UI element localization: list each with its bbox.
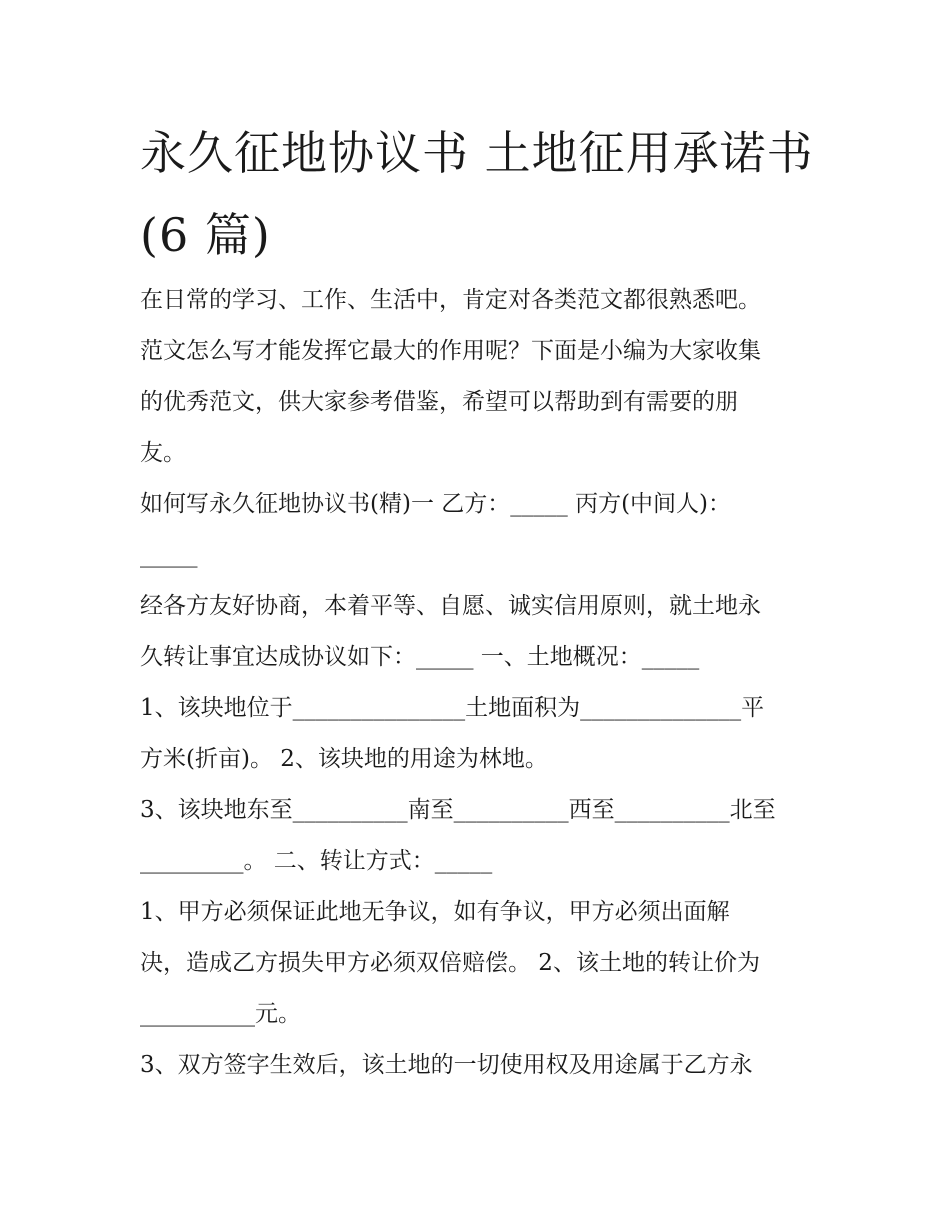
body-line: 3、双方签字生效后，该土地的一切使用权及用途属于乙方永 (140, 1052, 753, 1078)
body-line: _________。 二、转让方式：_____ (140, 848, 493, 874)
body-line: 1、该块地位于_______________土地面积为______________平 (140, 695, 765, 721)
body-line: 方米(折亩)。 2、该块地的用途为林地。 (140, 746, 548, 772)
body-line: 如何写永久征地协议书(精)一 乙方：_____ 丙方(中间人)： (140, 491, 732, 517)
body-line: 范文怎么写才能发挥它最大的作用呢？下面是小编为大家收集 (140, 338, 761, 364)
document-body (140, 275, 820, 1091)
body-line: 友。 (140, 440, 186, 466)
body-line: 经各方友好协商，本着平等、自愿、诚实信用原则，就土地永 (140, 593, 761, 619)
document-title: 永久征地协议书 土地征用承诺书(6 篇) (140, 126, 814, 262)
body-line: 决，造成乙方损失甲方必须双倍赔偿。 2、该土地的转让价为 (140, 950, 760, 976)
body-line: 3、该块地东至__________南至__________西至__________北至 (140, 797, 776, 823)
body-line: 1、甲方必须保证此地无争议，如有争议，甲方必须出面解 (140, 899, 730, 925)
body-line: 久转让事宜达成协议如下：_____ 一、土地概况：_____ (140, 644, 700, 670)
body-line: 的优秀范文，供大家参考借鉴，希望可以帮助到有需要的朋 (140, 389, 738, 415)
body-line: 在日常的学习、工作、生活中，肯定对各类范文都很熟悉吧。 (140, 287, 761, 313)
body-line: _____ (140, 542, 198, 568)
body-line: __________元。 (140, 1001, 301, 1027)
